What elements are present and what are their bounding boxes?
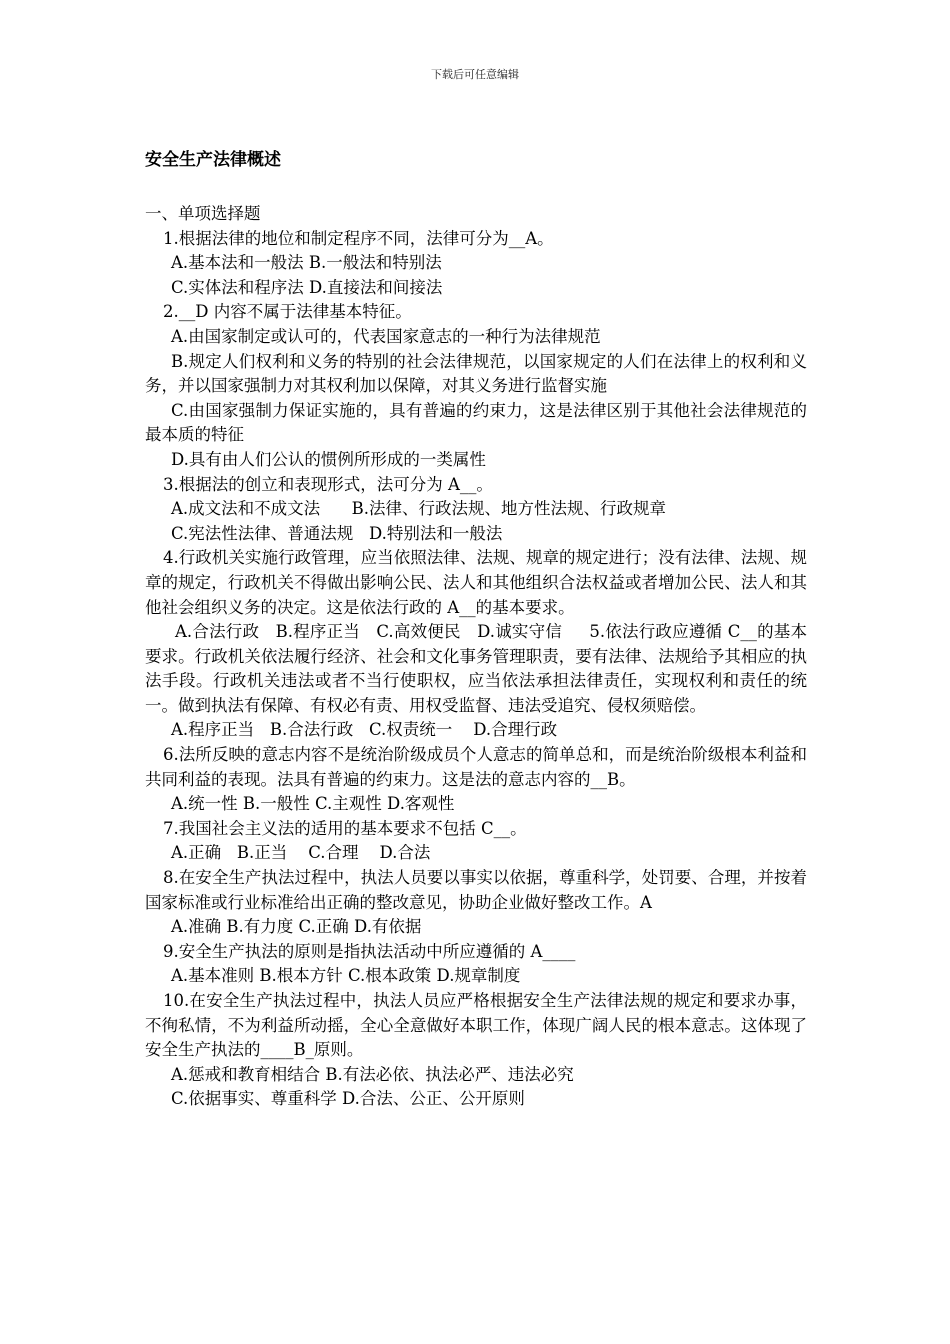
answer-options: C.由国家强制力保证实施的，具有普遍的约束力，这是法律区别于其他社会法律规范的最本质的特征: [145, 400, 807, 445]
answer-options: A.由国家制定或认可的，代表国家意志的一种行为法律规范: [171, 326, 601, 346]
question-text: 3.根据法的创立和表现形式，法可分为 A__。: [163, 474, 493, 494]
answer-options: A.基本准则 B.根本方针 C.根本政策 D.规章制度: [171, 966, 521, 986]
answer-options: A.程序正当 B.合法行政 C.权责统一 D.合理行政: [171, 720, 558, 740]
answer-options: A.准确 B.有力度 C.正确 D.有依据: [171, 917, 422, 937]
answer-options: B.规定人们权利和义务的特别的社会法律规范，以国家规定的人们在法律上的权利和义务，并以国家强制力对其权利加以保障，对其义务进行监督实施: [145, 351, 807, 396]
page-header: 下载后可任意编辑: [431, 68, 519, 81]
question-text: 8.在安全生产执法过程中，执法人员要以事实以依据，尊重科学，处罚要、合理，并按着国家标准或行业标准给出正确的整改意见，协助企业做好整改工作。A: [145, 868, 807, 912]
answer-options: C.宪法性法律、普通法规 D.特别法和一般法: [171, 523, 503, 543]
question-text: 4.行政机关实施行政管理，应当依照法律、法规、规章的规定进行；没有法律、法规、规章的规定，行政机关不得做出影响公民、法人和其他组织合法权益或者增加公民、法人和其他社会组织义务的决定。这是依法行政的 A__的基本要求。: [145, 548, 807, 617]
answer-options: A.正确 B.正当 C.合理 D.合法: [171, 843, 431, 863]
answer-options: C.实体法和程序法 D.直接法和间接法: [171, 277, 443, 297]
question-text: 6.法所反映的意志内容不是统治阶级成员个人意志的简单总和，而是统治阶级根本利益和共同利益的表现。法具有普遍的约束力。这是法的意志内容的__B。: [145, 745, 807, 789]
question-text: 10.在安全生产执法过程中，执法人员应严格根据安全生产法律法规的规定和要求办事，不徇私情，不为利益所动摇，全心全意做好本职工作，体现广阔人民的根本意志。这体现了安全生产执法的____B_原则。: [145, 991, 807, 1060]
document-title: 安全生产法律概述: [145, 150, 281, 170]
document-body: [145, 148, 807, 1112]
question-text: 7.我国社会主义法的适用的基本要求不包括 C__。: [163, 818, 527, 838]
answer-options: C.依据事实、尊重科学 D.合法、公正、公开原则: [171, 1089, 525, 1109]
question-text: 9.安全生产执法的原则是指执法活动中所应遵循的 A____: [163, 941, 576, 961]
answer-options: A.惩戒和教育相结合 B.有法必依、执法必严、违法必究: [171, 1064, 574, 1084]
section-heading: 一、单项选择题: [145, 204, 261, 223]
answer-options: A.基本法和一般法 B.一般法和特别法: [171, 253, 442, 273]
title-spacer: [145, 172, 807, 202]
question-text: 1.根据法律的地位和制定程序不同，法律可分为__A。: [163, 228, 554, 248]
answer-options: A.合法行政 B.程序正当 C.高效便民 D.诚实守信 5.依法行政应遵循 C__的基本要求。行政机关依法履行经济、社会和文化事务管理职责，要有法律、法规给予其相应的执法手段。行政机关违法或者不当行使职权，应当依法承担法律责任，实现权利和责任的统一。做到执法有保障、有权必有责、用权受监督、违法受追究、侵权须赔偿。: [145, 622, 807, 715]
question-text: 2.__D 内容不属于法律基本特征。: [163, 302, 412, 322]
answer-options: D.具有由人们公认的惯例所形成的一类属性: [171, 449, 486, 469]
question-list: [145, 202, 807, 1112]
answer-options: A.成文法和不成文法 B.法律、行政法规、地方性法规、行政规章: [171, 499, 666, 519]
answer-options: A.统一性 B.一般性 C.主观性 D.客观性: [171, 794, 455, 814]
